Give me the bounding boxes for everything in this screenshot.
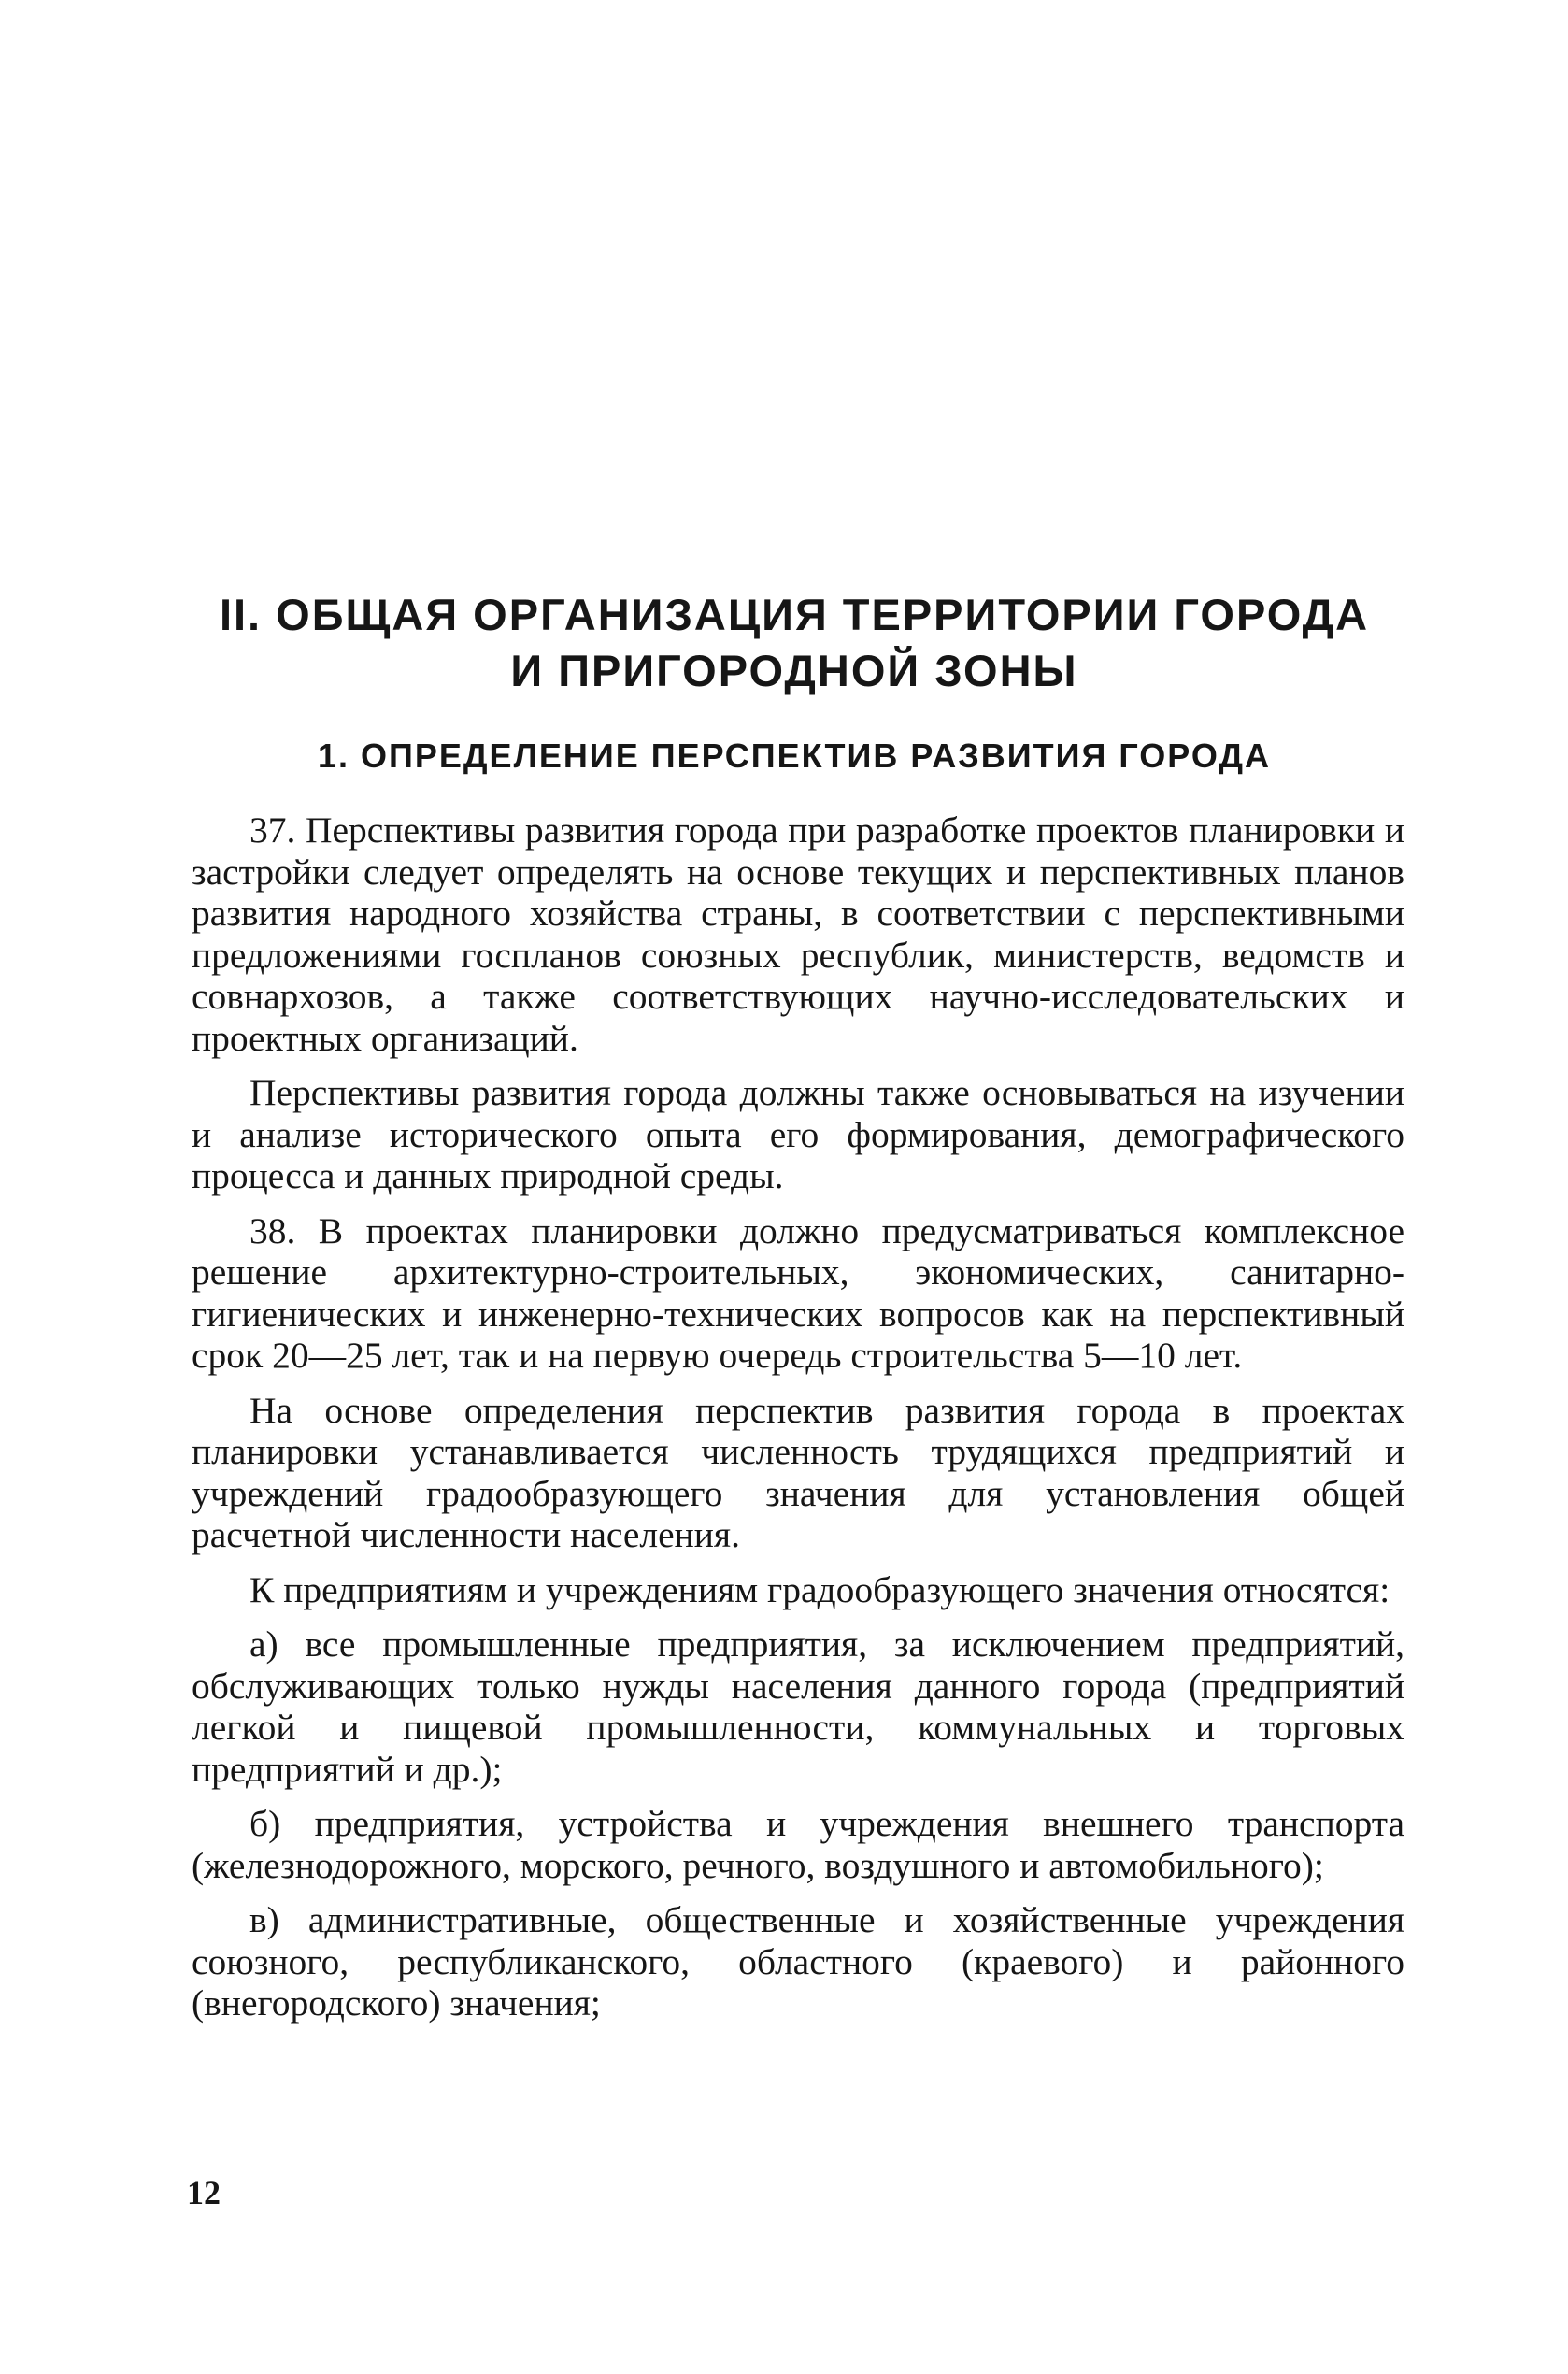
paragraph-perspectives: Перспективы развития города должны также основываться на изучении и анализе исторического опыта его формирования, демографического процесса и данных природной среды. (192, 1072, 1404, 1196)
body-text (192, 809, 1404, 2038)
chapter-title-line-1: II. ОБЩАЯ ОРГАНИЗАЦИЯ ТЕРРИТОРИИ ГОРОДА (219, 590, 1370, 639)
paragraph-workforce: На основе определения перспектив развития города в проектах планировки устанавливается численность трудящихся предприятий и учреждений градообразующего значения для установления общей расчетной численности населения. (192, 1389, 1404, 1555)
chapter-title-line-2: И ПРИГОРОДНОЙ ЗОНЫ (510, 646, 1078, 695)
chapter-title (187, 587, 1402, 699)
paragraph-38: 38. В проектах планировки должно предусматриваться комплексное решение архитектурно-строительных, экономических, санитарно-гигиенических и инженерно-технических вопросов как на перспективный срок 20—25 лет, так и на первую очередь строительства 5—10 лет. (192, 1209, 1404, 1376)
paragraph-list-intro: К предприятиям и учреждениям градообразующего значения относятся: (249, 1568, 1390, 1610)
list-item-a: а) все промышленные предприятия, за исключением предприятий, обслуживающих только нужды населения данного города (предприятий легкой и пищевой промышленности, коммунальных и торговых предприятий и др.); (192, 1623, 1404, 1790)
paragraph-37: 37. Перспективы развития города при разработке проектов планировки и застройки следует определять на основе текущих и перспективных планов развития народного хозяйства страны, в соответствии с перспективными предложениями госпланов союзных республик, министерств, ведомств и совнархозов, а также соответствующих научно-исследовательских и проектных организаций. (192, 809, 1404, 1059)
list-item-v: в) административные, общественные и хозяйственные учреждения союзного, республиканского, областного (краевого) и районного (внегородского) значения; (192, 1899, 1404, 2024)
list-item-b: б) предприятия, устройства и учреждения внешнего транспорта (железнодорожного, морского, речного, воздушного и автомобильного); (192, 1803, 1404, 1886)
section-title: 1. ОПРЕДЕЛЕНИЕ ПЕРСПЕКТИВ РАЗВИТИЯ ГОРОДА (317, 737, 1272, 775)
page-number: 12 (187, 2174, 221, 2211)
